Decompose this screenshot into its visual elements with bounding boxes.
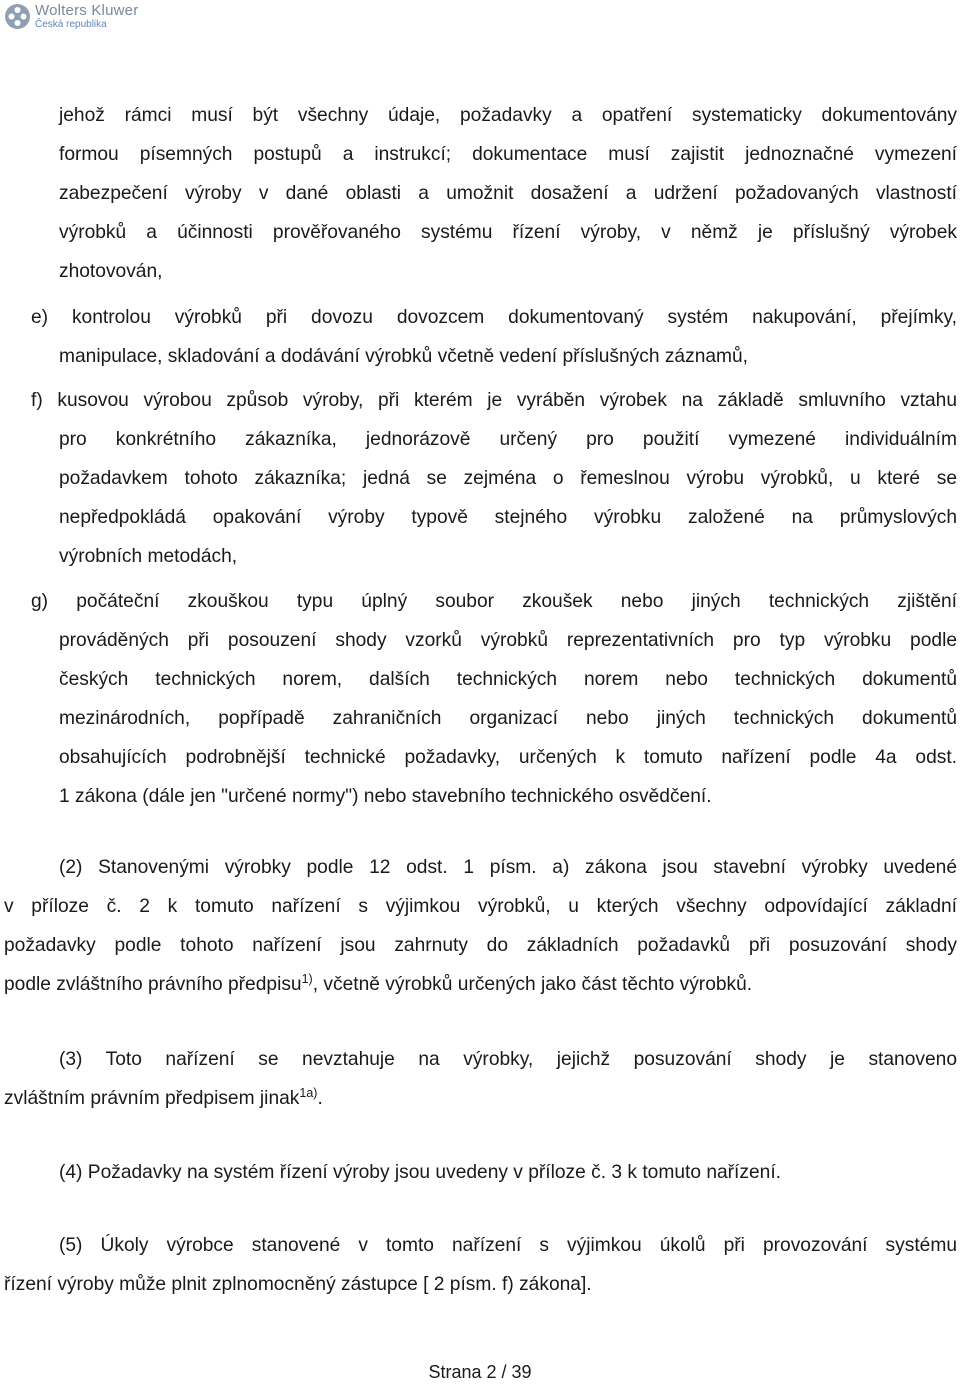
text-line: prováděných při posouzení shody vzorků výrobků reprezentativních pro typ výrobku podle [59, 630, 957, 651]
text-line: mezinárodních, popřípadě zahraničních organizací nebo jiných technických dokumentů [59, 708, 957, 729]
text-line: zhotovován, [59, 261, 163, 282]
item-f [31, 381, 957, 576]
text-line: výrobních metodách, [59, 546, 238, 567]
text-line: (4) Požadavky na systém řízení výroby jsou uvedeny v příloze č. 3 k tomuto nařízení. [59, 1162, 781, 1183]
item-d-continuation [59, 96, 957, 291]
text-line: obsahujících podrobnější technické požadavky, určených k tomuto nařízení podle 4a odst. [59, 747, 957, 768]
text-line: požadavky podle tohoto nařízení jsou zahrnuty do základních požadavků při posuzování shody [4, 935, 957, 956]
paragraph-4 [59, 1153, 957, 1192]
text-line: zabezpečení výroby v dané oblasti a umožnit dosažení a udržení požadovaných vlastností [59, 183, 957, 204]
text-fragment: podle zvláštního právního předpisu [4, 974, 302, 995]
wolters-kluwer-logo-icon [4, 3, 31, 30]
text-line: požadavkem tohoto zákazníka; jedná se zejména o řemeslnou výrobu výrobků, u které se [59, 468, 957, 489]
text-line: 1 zákona (dále jen "určené normy") nebo stavebního technického osvědčení. [59, 786, 712, 807]
item-e [31, 298, 957, 376]
publisher-logo [4, 3, 138, 30]
text-line: (3) Toto nařízení se nevztahuje na výrobky, jejichž posuzování shody je stanoveno [59, 1049, 957, 1070]
text-line: výrobků a účinnosti prověřovaného systému řízení výroby, v němž je příslušný výrobek [59, 222, 957, 243]
paragraph-3 [4, 1040, 957, 1118]
text-line: řízení výroby může plnit zplnomocněný zástupce [ 2 písm. f) zákona]. [4, 1274, 592, 1295]
text-line: f) kusovou výrobou způsob výroby, při kterém je vyráběn výrobek na základě smluvního vztahu [31, 390, 957, 411]
text-fragment: zvláštním právním předpisem jinak [4, 1088, 300, 1109]
text-fragment: , včetně výrobků určených jako část těchto výrobků. [312, 974, 753, 995]
footnote-reference[interactable]: 1) [301, 972, 313, 986]
footnote-reference[interactable]: 1a) [299, 1086, 318, 1100]
paragraph-2 [4, 848, 957, 1004]
text-line: jehož rámci musí být všechny údaje, požadavky a opatření systematicky dokumentovány [59, 105, 957, 126]
text-line [4, 1079, 957, 1118]
text-line: g) počáteční zkouškou typu úplný soubor zkoušek nebo jiných technických zjištění [31, 591, 957, 612]
text-line: v příloze č. 2 k tomuto nařízení s výjimkou výrobků, u kterých všechny odpovídající základní [4, 896, 957, 917]
text-line: českých technických norem, dalších technických norem nebo technických dokumentů [59, 669, 957, 690]
brand-name: Wolters Kluwer [35, 2, 139, 19]
text-line: pro konkrétního zákazníka, jednorázově určený pro použití vymezené individuálním [59, 429, 957, 450]
text-line: nepředpokládá opakování výroby typově stejného výrobku založené na průmyslových [59, 507, 957, 528]
text-line: e) kontrolou výrobků při dovozu dovozcem dokumentovaný systém nakupování, přejímky, [31, 307, 957, 328]
page-number: Strana 2 / 39 [428, 1362, 532, 1382]
text-line: manipulace, skladování a dodávání výrobků včetně vedení příslušných záznamů, [59, 346, 749, 367]
text-line: formou písemných postupů a instrukcí; dokumentace musí zajistit jednoznačné vymezení [59, 144, 957, 165]
text-fragment: . [317, 1088, 323, 1109]
text-line: (2) Stanovenými výrobky podle 12 odst. 1 písm. a) zákona jsou stavební výrobky uvedené [59, 857, 957, 878]
text-line [4, 965, 957, 1004]
item-g [31, 582, 957, 816]
paragraph-5 [4, 1226, 957, 1304]
text-line: (5) Úkoly výrobce stanovené v tomto nařízení s výjimkou úkolů při provozování systému [59, 1235, 957, 1256]
brand-country: Česká republika [35, 19, 107, 30]
